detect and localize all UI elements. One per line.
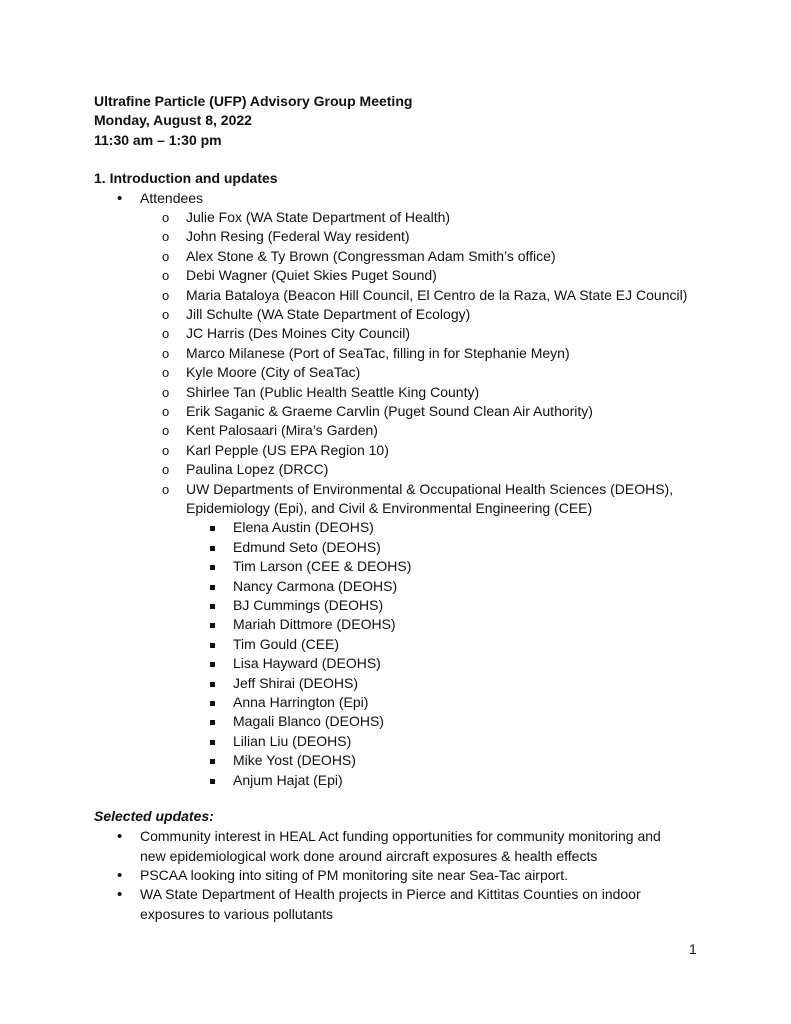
meeting-time: 11:30 am – 1:30 pm xyxy=(94,132,222,148)
list-item: Edmund Seto (DEOHS) xyxy=(0,538,791,557)
circle-bullet-icon: o xyxy=(162,346,170,361)
attendees-label: Attendees xyxy=(140,190,204,206)
list-item: Nancy Carmona (DEOHS) xyxy=(0,577,791,596)
square-bullet-icon xyxy=(210,759,215,764)
list-item: Lilian Liu (DEOHS) xyxy=(0,732,791,751)
square-bullet-icon xyxy=(210,546,215,551)
list-item: • WA State Department of Health projects in Pierce and Kittitas Counties on indoor xyxy=(117,886,641,903)
bullet-icon: • xyxy=(117,867,123,884)
list-item: Mike Yost (DEOHS) xyxy=(0,751,791,770)
list-item: o Debi Wagner (Quiet Skies Puget Sound) xyxy=(0,266,791,285)
list-item: o Kent Palosaari (Mira’s Garden) xyxy=(0,421,791,440)
list-item: Magali Blanco (DEOHS) xyxy=(0,712,791,731)
square-bullet-icon xyxy=(210,526,215,531)
square-bullet-icon xyxy=(210,604,215,609)
bullet-icon: • xyxy=(117,828,123,845)
circle-bullet-icon: o xyxy=(162,443,170,458)
page-number: 1 xyxy=(689,941,697,957)
list-item-continuation: exposures to various pollutants xyxy=(140,906,333,922)
square-bullet-icon xyxy=(210,701,215,706)
list-item: Anjum Hajat (Epi) xyxy=(0,771,791,790)
circle-bullet-icon: o xyxy=(162,326,170,341)
square-bullet-icon xyxy=(210,662,215,667)
meeting-title: Ultrafine Particle (UFP) Advisory Group Meeting xyxy=(94,93,413,109)
square-bullet-icon xyxy=(210,585,215,590)
list-item: BJ Cummings (DEOHS) xyxy=(0,596,791,615)
square-bullet-icon xyxy=(210,682,215,687)
bullet-icon: • xyxy=(117,190,123,207)
list-item: o Shirlee Tan (Public Health Seattle King County) xyxy=(0,383,791,402)
list-item: o Julie Fox (WA State Department of Health) xyxy=(0,208,791,227)
attendees-item xyxy=(0,189,791,208)
circle-bullet-icon: o xyxy=(162,210,170,225)
list-item: o Erik Saganic & Graeme Carvlin (Puget Sound Clean Air Authority) xyxy=(0,402,791,421)
circle-bullet-icon: o xyxy=(162,249,170,264)
list-item-continuation: Epidemiology (Epi), and Civil & Environmental Engineering (CEE) xyxy=(186,500,593,516)
square-bullet-icon xyxy=(210,623,215,628)
list-item: o Paulina Lopez (DRCC) xyxy=(0,460,791,479)
list-item: Tim Gould (CEE) xyxy=(0,635,791,654)
circle-bullet-icon: o xyxy=(162,423,170,438)
bullet-icon: • xyxy=(117,886,123,903)
list-item: o Alex Stone & Ty Brown (Congressman Adam Smith’s office) xyxy=(0,247,791,266)
list-item: Mariah Dittmore (DEOHS) xyxy=(0,615,791,634)
square-bullet-icon xyxy=(210,740,215,745)
list-item: o Kyle Moore (City of SeaTac) xyxy=(0,363,791,382)
circle-bullet-icon: o xyxy=(162,462,170,477)
list-item: o UW Departments of Environmental & Occupational Health Sciences (DEOHS), xyxy=(0,480,791,499)
updates-heading: Selected updates: xyxy=(94,808,214,824)
circle-bullet-icon: o xyxy=(162,404,170,419)
circle-bullet-icon: o xyxy=(162,229,170,244)
square-bullet-icon xyxy=(210,720,215,725)
section-heading: 1. Introduction and updates xyxy=(94,170,278,186)
meeting-date: Monday, August 8, 2022 xyxy=(94,112,252,128)
square-bullet-icon xyxy=(210,643,215,648)
list-item: Jeff Shirai (DEOHS) xyxy=(0,674,791,693)
square-bullet-icon xyxy=(210,565,215,570)
circle-bullet-icon: o xyxy=(162,288,170,303)
list-item: Lisa Hayward (DEOHS) xyxy=(0,654,791,673)
list-item: o John Resing (Federal Way resident) xyxy=(0,227,791,246)
list-item: Tim Larson (CEE & DEOHS) xyxy=(0,557,791,576)
list-item: o Karl Pepple (US EPA Region 10) xyxy=(0,441,791,460)
list-item: o Marco Milanese (Port of SeaTac, filling in for Stephanie Meyn) xyxy=(0,344,791,363)
circle-bullet-icon: o xyxy=(162,482,170,497)
list-item: o JC Harris (Des Moines City Council) xyxy=(0,324,791,343)
list-item: • Community interest in HEAL Act funding opportunities for community monitoring and xyxy=(117,828,661,845)
list-item: o Maria Bataloya (Beacon Hill Council, El Centro de la Raza, WA State EJ Council) xyxy=(0,286,791,305)
circle-bullet-icon: o xyxy=(162,385,170,400)
list-item: o Jill Schulte (WA State Department of Ecology) xyxy=(0,305,791,324)
list-item: Anna Harrington (Epi) xyxy=(0,693,791,712)
list-item: • PSCAA looking into siting of PM monitoring site near Sea-Tac airport. xyxy=(117,867,568,884)
list-item-continuation: new epidemiological work done around aircraft exposures & health effects xyxy=(140,848,598,864)
circle-bullet-icon: o xyxy=(162,307,170,322)
square-bullet-icon xyxy=(210,779,215,784)
circle-bullet-icon: o xyxy=(162,268,170,283)
circle-bullet-icon: o xyxy=(162,365,170,380)
list-item: Elena Austin (DEOHS) xyxy=(0,518,791,537)
